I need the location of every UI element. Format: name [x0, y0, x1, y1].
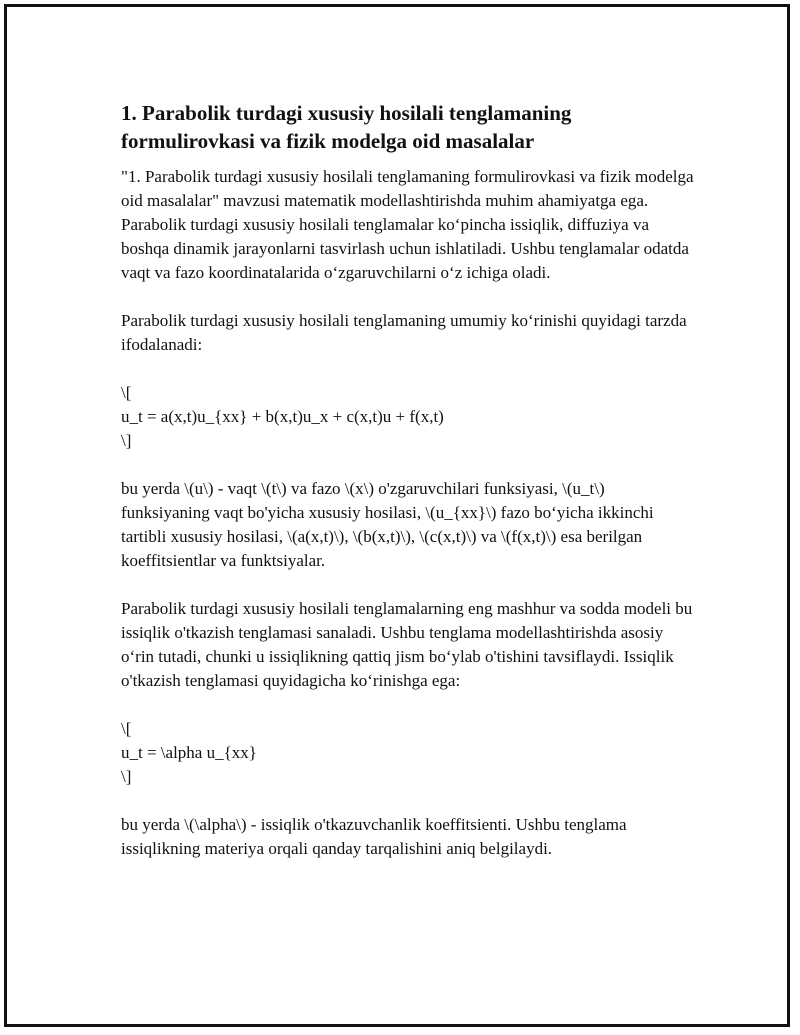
alpha-paragraph: bu yerda \(\alpha\) - issiqlik o'tkazuvchanlik koeffitsienti. Ushbu tenglama issiqlikning materiya orqali qanday tarqalishini aniq belgilaydi. [121, 815, 627, 858]
document-page [4, 4, 790, 1027]
heat-equation [121, 717, 696, 789]
general-form-paragraph: Parabolik turdagi xusus‍iy hosilali tenglamaning umumiy ko‘rinishi quyidagi tarzda ifodalanadi: [121, 311, 687, 354]
formula-body: u_t = \alpha u_{xx} [121, 743, 257, 762]
formula-open: \[ [121, 719, 132, 738]
formula-body: u_t = a(x,t)u_{xx} + b(x,t)u_x + c(x,t)u + f(x,t) [121, 407, 444, 426]
document-content [121, 99, 696, 885]
formula-open: \[ [121, 383, 132, 402]
formula-close: \] [121, 767, 132, 786]
formula-close: \] [121, 431, 132, 450]
intro-paragraph: "1. Parabolik turdagi xususiy hosilali tenglamaning formulirovkasi va fizik modelga oid masalalar" mavzusi matematik modellashtirishda muhim ahamiyatga ega. Parabolik turdagi xususiy hosilali tenglamalar ko‘pincha issiqlik, diffuziya va boshqa dinamik jarayonlarni tasvirlash uchun ishlatiladi. Ushbu tenglamalar odatda vaqt va fazo koordinatalarida o‘zgaruvchilarni o‘z ichiga oladi. [121, 167, 694, 282]
heat-equation-paragraph: Parabolik turdagi xususiy hosilali tenglamalarning eng mashhur va sodda modeli bu issiqlik o'tkazish tenglamasi sanaladi. Ushbu tenglama modellashtirishda asosiy o‘rin tutadi, chunki u issiqlikning qattiq jism bo‘ylab o'tishini tavsiflaydi. Issiqlik o'tkazish tenglamasi quyidagicha ko‘rinishga ega: [121, 599, 693, 690]
variables-paragraph: bu yerda \(u\) - vaqt \(t\) va fazo \(x\) o'zgaruvchilari funksiyasi, \(u_t\) funksiyaning vaqt bo'yicha xususiy hosilasi, \(u_{xx}\) fazo bo‘yicha ikkinchi tartibli xususiy hosilasi, \(a(x,t)\), \(b(x,t)\), \(c(x,t)\) va \(f(x,t)\) esa berilgan koeffitsientlar va funktsiyalar. [121, 479, 654, 570]
general-equation [121, 381, 696, 453]
section-heading: 1. Parabolik turdagi xususiy hosilali tenglamaning formulirovkasi va fizik modelga oid masalalar [121, 101, 572, 153]
